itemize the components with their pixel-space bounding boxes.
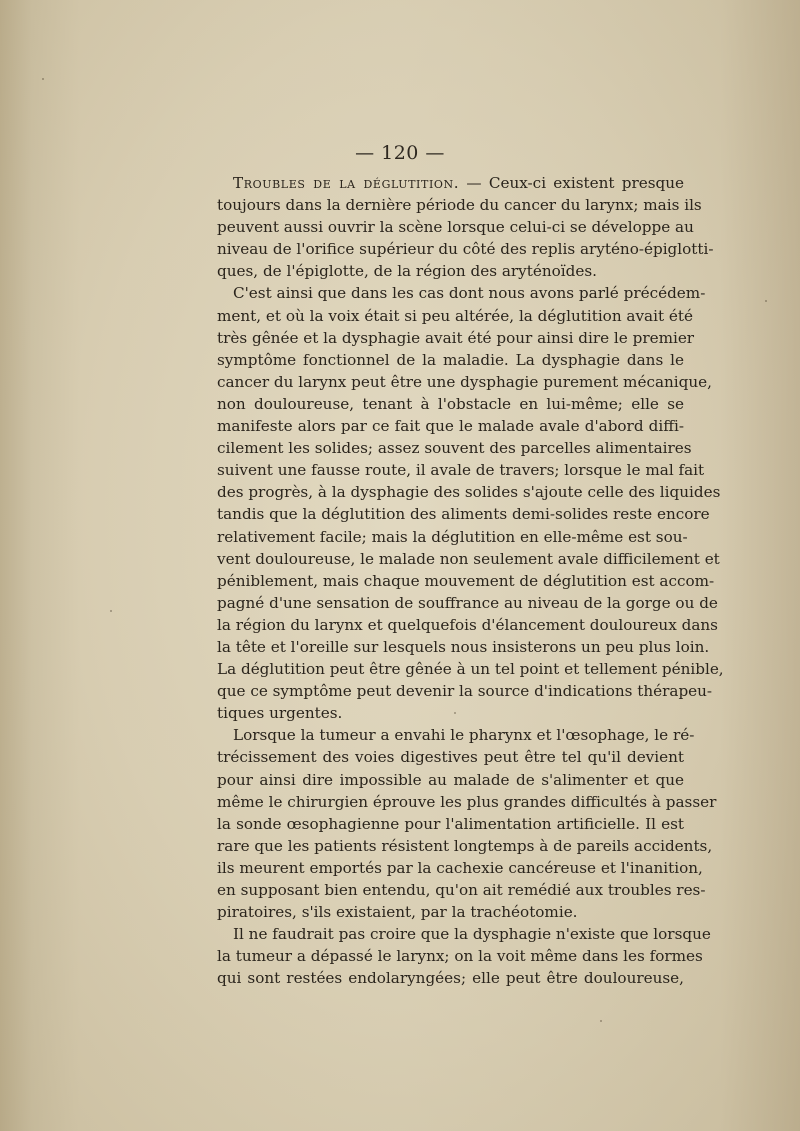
text-line: la tumeur a dépassé le larynx; on la voit même dans les formes xyxy=(217,947,703,966)
text-line: péniblement, mais chaque mouvement de déglutition est accom- xyxy=(217,571,715,590)
text-line: cilement les solides; assez souvent des parcelles alimentaires xyxy=(217,439,692,458)
paper-speck xyxy=(42,78,44,80)
text-line: trécissement des voies digestives peut être tel qu'il devient xyxy=(217,748,684,767)
text-line: la sonde œsophagienne pour l'alimentation artificielle. Il est xyxy=(217,814,684,833)
text-line: pour ainsi dire impossible au malade de s'alimenter et que xyxy=(217,770,684,789)
text-line: ment, et où la voix était si peu altérée, la déglutition avait été xyxy=(217,306,693,325)
paper-speck xyxy=(110,610,112,612)
paper-speck xyxy=(600,1020,602,1022)
paper-speck xyxy=(454,712,456,714)
text-line: des progrès, à la dysphagie des solides s'ajoute celle des liquides xyxy=(217,483,721,502)
text-line: niveau de l'orifice supérieur du côté des replis aryténo-épiglotti- xyxy=(217,240,714,259)
text-line: La déglutition peut être gênée à un tel point et tellement pénible, xyxy=(217,660,724,679)
paper-speck xyxy=(765,300,767,302)
text-line: même le chirurgien éprouve les plus grandes difficultés à passer xyxy=(217,792,717,811)
section-heading: Troubles de la déglutition. xyxy=(233,174,460,192)
text-line xyxy=(217,172,684,194)
text-line: tandis que la déglutition des aliments demi-solides reste encore xyxy=(217,505,710,524)
text-line: C'est ainsi que dans les cas dont nous avons parlé précédem- xyxy=(233,284,706,303)
text-line: Lorsque la tumeur a envahi le pharynx et l'œsophage, le ré- xyxy=(233,726,695,745)
text-line: suivent une fausse route, il avale de travers; lorsque le mal fait xyxy=(217,461,705,480)
text-line: manifeste alors par ce fait que le malade avale d'abord diffi- xyxy=(217,417,684,436)
text-line: tiques urgentes. xyxy=(217,704,343,723)
text-line: en supposant bien entendu, qu'on ait remédié aux troubles res- xyxy=(217,881,706,899)
text-line: la tête et l'oreille sur lesquels nous insisterons un peu plus loin. xyxy=(217,637,710,656)
page-number: — 120 — xyxy=(355,142,445,164)
text-line: toujours dans la dernière période du cancer du larynx; mais ils xyxy=(217,196,702,215)
text-line: vent douloureuse, le malade non seulement avale difficilement et xyxy=(217,549,720,568)
text-line-content: — Ceux-ci existent presque xyxy=(459,174,684,192)
text-line: rare que les patients résistent longtemps à de pareils accidents, xyxy=(217,836,713,855)
text-line: cancer du larynx peut être une dysphagie purement mécanique, xyxy=(217,372,712,391)
text-line: qui sont restées endolaryngées; elle peut être douloureuse, xyxy=(217,969,684,988)
text-line: ils meurent emportés par la cachexie cancéreuse et l'inanition, xyxy=(217,858,703,877)
text-line: peuvent aussi ouvrir la scène lorsque celui-ci se développe au xyxy=(217,218,694,237)
text-line: pagné d'une sensation de souffrance au niveau de la gorge ou de xyxy=(217,593,718,612)
text-line: ques, de l'épiglotte, de la région des aryténoïdes. xyxy=(217,262,597,281)
text-line: que ce symptôme peut devenir la source d'indications thérapeu- xyxy=(217,682,713,701)
text-line: Il ne faudrait pas croire que la dysphagie n'existe que lorsque xyxy=(233,925,711,944)
text-line: très gênée et la dysphagie avait été pour ainsi dire le premier xyxy=(217,328,695,347)
text-line: la région du larynx et quelquefois d'élancement douloureux dans xyxy=(217,615,718,634)
text-line: relativement facile; mais la déglutition en elle-même est sou- xyxy=(217,527,688,546)
text-line: non douloureuse, tenant à l'obstacle en lui-même; elle se xyxy=(217,394,684,413)
text-line: piratoires, s'ils existaient, par la trachéotomie. xyxy=(217,903,578,922)
body-text xyxy=(217,172,724,989)
text-line: symptôme fonctionnel de la maladie. La dysphagie dans le xyxy=(217,350,684,369)
